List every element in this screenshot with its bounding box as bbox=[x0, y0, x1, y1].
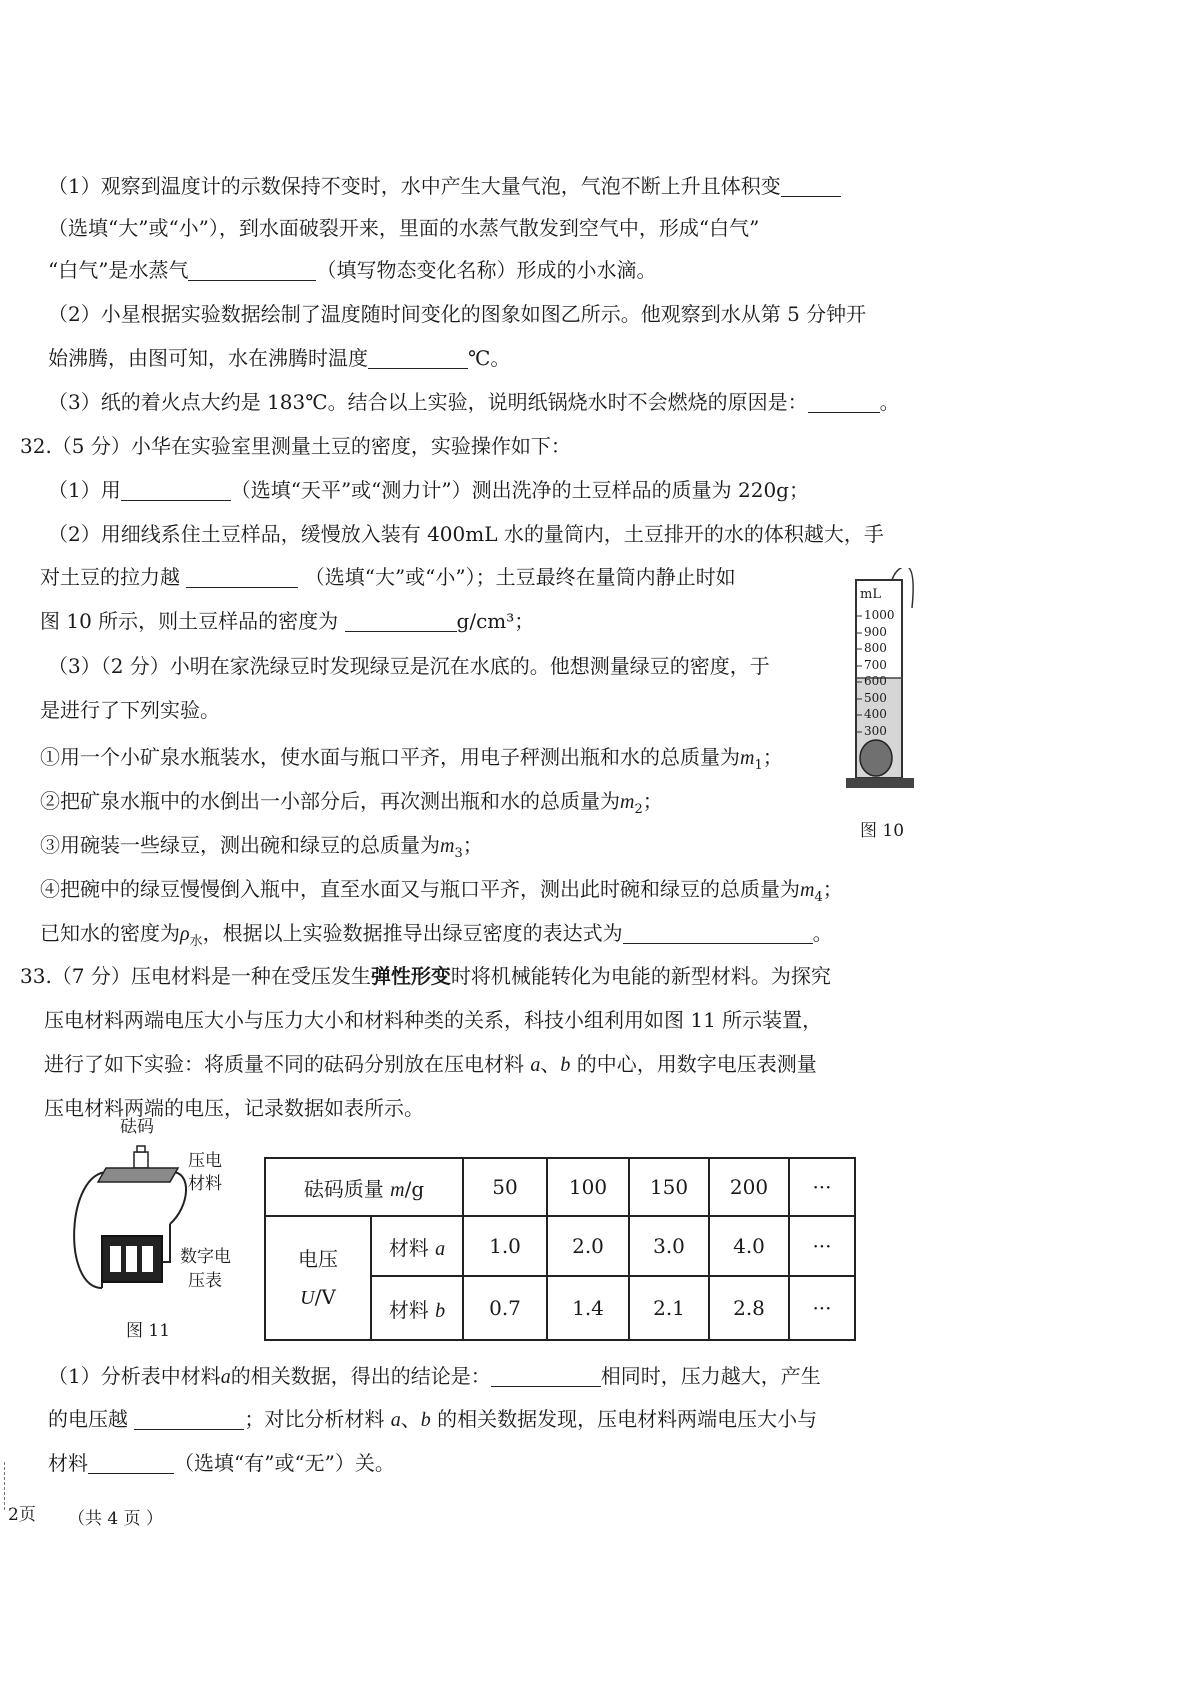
q32-p2-line1: （2）用细线系住土豆样品，缓慢放入装有 400mL 水的量筒内，土豆排开的水的体积越大，手 bbox=[48, 522, 884, 546]
cylinder-tick-labels: 1000 900 800 700 600 500 400 300 bbox=[864, 608, 895, 738]
q31-p1-line3: “白气”是水蒸气 （填写物态变化名称）形成的小水滴。 bbox=[48, 258, 657, 282]
q31-p2-line2: 始沸腾，由图可知，水在沸腾时温度 ℃。 bbox=[48, 346, 511, 370]
voltage-cell-a: 1.0 bbox=[463, 1216, 547, 1276]
q33-blank-2[interactable] bbox=[134, 1407, 244, 1430]
q33-line3: 进行了如下实验：将质量不同的砝码分别放在压电材料 a、b 的中心，用数字电压表测量 bbox=[44, 1052, 817, 1076]
q32-blank-1[interactable] bbox=[121, 478, 231, 501]
voltage-header: 电压 U/V bbox=[265, 1216, 371, 1340]
row-b-label: 材料 b bbox=[371, 1276, 463, 1340]
potato-icon bbox=[860, 740, 892, 776]
cylinder-unit-label: mL bbox=[860, 587, 881, 602]
q32-heading: 32.（5 分）小华在实验室里测量土豆的密度，实验操作如下： bbox=[20, 434, 571, 458]
q32-step-4: ④把碗中的绿豆慢慢倒入瓶中，直至水面又与瓶口平齐，测出此时碗和绿豆的总质量为$m_4$； bbox=[40, 877, 843, 905]
weight-icon bbox=[134, 1152, 148, 1168]
voltage-cell-b: 2.1 bbox=[629, 1276, 709, 1340]
q33-q1-line1: （1）分析表中材料a的相关数据，得出的结论是： 相同时，压力越大，产生 bbox=[48, 1364, 821, 1388]
page-number: 2页 bbox=[8, 1505, 36, 1525]
q32-p3-line1: （3）（2 分）小明在家洗绿豆时发现绿豆是沉在水底的。他想测量绿豆的密度，于 bbox=[48, 654, 770, 678]
weight-label: 砝码 bbox=[120, 1117, 154, 1137]
q32-step-1: ①用一个小矿泉水瓶装水，使水面与瓶口平齐，用电子秤测出瓶和水的总质量为$m_1$； bbox=[40, 745, 783, 773]
mass-cell: 200 bbox=[709, 1158, 789, 1216]
fig10-caption: 图 10 bbox=[860, 821, 905, 841]
page-total: （共 4 页 ） bbox=[68, 1509, 164, 1529]
material-label-1: 压电 bbox=[188, 1151, 222, 1171]
q31-blank-4[interactable] bbox=[808, 390, 880, 413]
q32-step-3: ③用碗装一些绿豆，测出碗和绿豆的总质量为$m_3$； bbox=[40, 833, 483, 861]
mass-cell: 50 bbox=[463, 1158, 547, 1216]
q33-line2: 压电材料两端电压大小与压力大小和材料种类的关系，科技小组利用如图 11 所示装置， bbox=[44, 1008, 823, 1032]
q31-blank-2[interactable] bbox=[188, 258, 316, 281]
fig11-caption: 图 11 bbox=[126, 1321, 171, 1341]
q31-p1-line1: （1）观察到温度计的示数保持不变时，水中产生大量气泡，气泡不断上升且体积变 bbox=[48, 172, 841, 200]
voltage-cell-a: 2.0 bbox=[547, 1216, 629, 1276]
wire-right bbox=[170, 1172, 186, 1224]
voltage-cell-a: 4.0 bbox=[709, 1216, 789, 1276]
meter-label-1: 数字电 bbox=[180, 1247, 231, 1267]
q33-line4: 压电材料两端的电压，记录数据如表所示。 bbox=[44, 1096, 424, 1120]
q33-q1-line3: 材料 （选填“有”或“无”）关。 bbox=[48, 1451, 395, 1475]
q31-p3: （3）纸的着火点大约是 183℃。结合以上实验，说明纸锅烧水时不会燃烧的原因是： 。 bbox=[48, 390, 900, 414]
q32-p2-line2: 对土豆的拉力越 （选填“大”或“小”）；土豆最终在量筒内静止时如 bbox=[40, 565, 736, 589]
mass-header: 砝码质量 m/g bbox=[265, 1158, 463, 1216]
voltage-cell-b: 1.4 bbox=[547, 1276, 629, 1340]
q31-p2-line1: （2）小星根据实验数据绘制了温度随时间变化的图象如图乙所示。他观察到水从第 5 分钟开 bbox=[48, 302, 867, 326]
q31-blank-3[interactable] bbox=[368, 346, 468, 369]
q32-blank-3[interactable] bbox=[345, 609, 457, 632]
cylinder-base bbox=[846, 778, 914, 788]
voltage-cell-b: 0.7 bbox=[463, 1276, 547, 1340]
material-label-2: 材料 bbox=[188, 1174, 222, 1194]
q31-blank-1[interactable] bbox=[781, 174, 841, 197]
q32-step-2: ②把矿泉水瓶中的水倒出一小部分后，再次测出瓶和水的总质量为$m_2$； bbox=[40, 789, 663, 817]
piezo-data-table bbox=[264, 1157, 856, 1341]
q33-blank-1[interactable] bbox=[491, 1364, 601, 1387]
q33-blank-3[interactable] bbox=[88, 1451, 174, 1474]
voltage-cell-a: ··· bbox=[789, 1216, 855, 1276]
voltage-cell-a: 3.0 bbox=[629, 1216, 709, 1276]
piezo-material bbox=[98, 1168, 178, 1182]
q32-final: 已知水的密度为$\rho_水$，根据以上实验数据推导出绿豆密度的表达式为 。 bbox=[40, 921, 833, 949]
mass-cell: ··· bbox=[789, 1158, 855, 1216]
q32-p3-line2: 是进行了下列实验。 bbox=[40, 698, 220, 722]
mass-cell: 150 bbox=[629, 1158, 709, 1216]
meter-label-2: 压表 bbox=[188, 1271, 222, 1291]
q33-q1-line2: 的电压越 ；对比分析材料 a、b 的相关数据发现，压电材料两端电压大小与 bbox=[48, 1407, 818, 1431]
q32-blank-2[interactable] bbox=[186, 565, 298, 588]
q32-p2-line3: 图 10 所示，则土豆样品的密度为 g/cm³； bbox=[40, 609, 535, 633]
binding-margin-line bbox=[4, 1462, 6, 1510]
q31-p1-line2: （选填“大”或“小”），到水面破裂开来，里面的水蒸气散发到空气中，形成“白气” bbox=[48, 216, 760, 240]
q33-line1: 33.（7 分）压电材料是一种在受压发生弹性形变时将机械能转化为电能的新型材料。为探究 bbox=[20, 964, 831, 988]
voltage-cell-b: ··· bbox=[789, 1276, 855, 1340]
q32-blank-4[interactable] bbox=[623, 921, 813, 944]
q32-p1: （1）用 （选填“天平”或“测力计”）测出洗净的土豆样品的质量为 220g； bbox=[48, 478, 809, 502]
mass-cell: 100 bbox=[547, 1158, 629, 1216]
row-a-label: 材料 a bbox=[371, 1216, 463, 1276]
voltage-cell-b: 2.8 bbox=[709, 1276, 789, 1340]
